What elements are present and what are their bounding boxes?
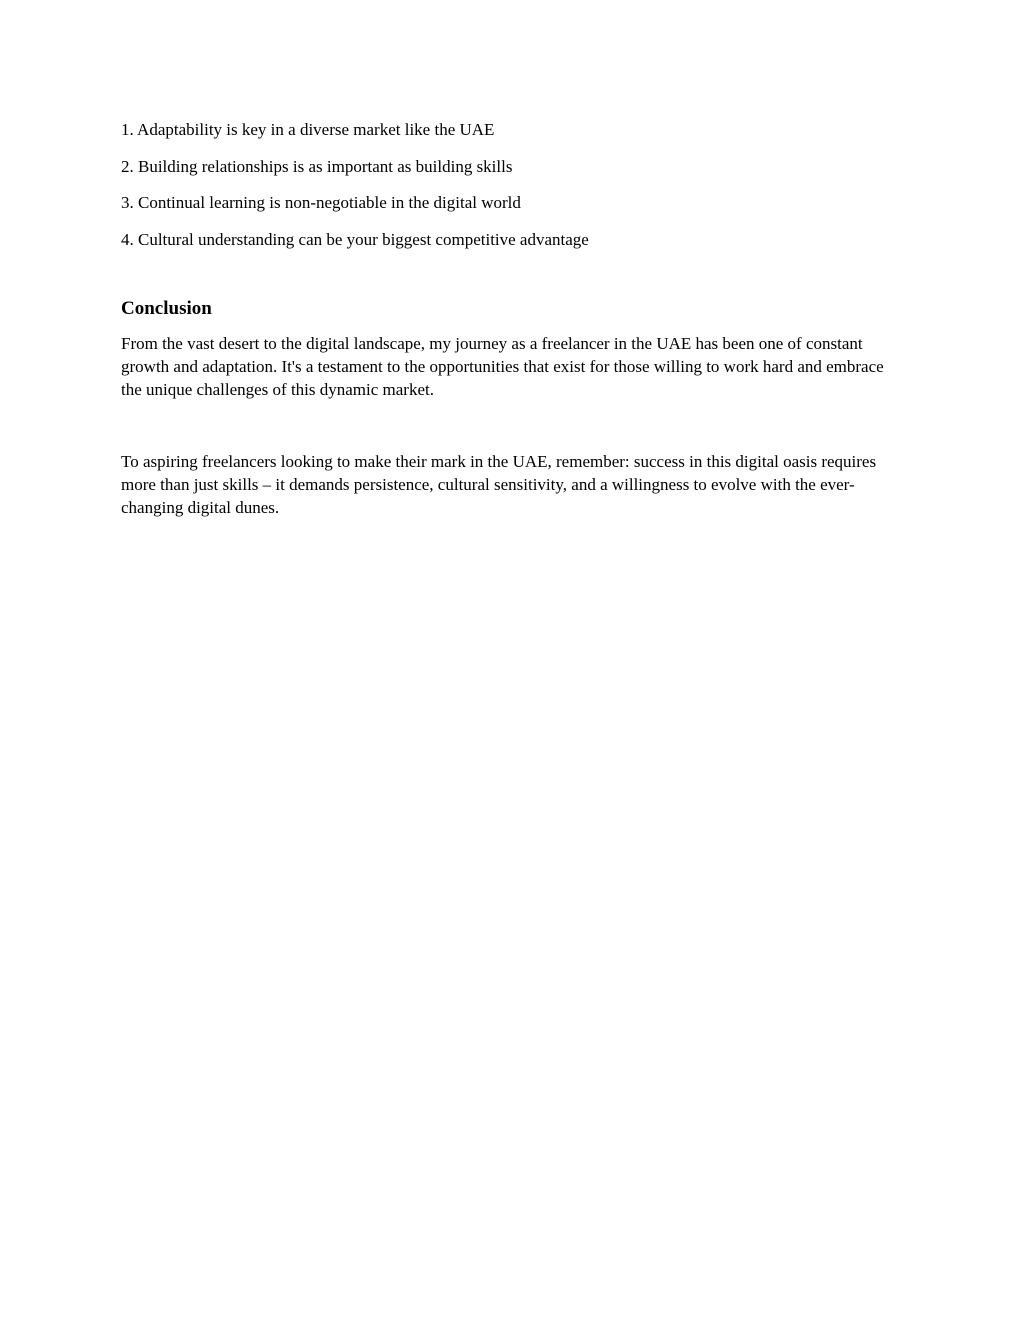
- closing-paragraph: To aspiring freelancers looking to make their mark in the UAE, remember: success in this digital oasis requires more than just skills – it demands persistence, cultural sensitivity, and a willingness to evolve with the ever-changing digital dunes.: [121, 451, 877, 517]
- list-item: 1. Adaptability is key in a diverse market like the UAE: [121, 120, 495, 139]
- list-item: 2. Building relationships is as important as building skills: [121, 156, 513, 176]
- conclusion-heading: Conclusion: [121, 297, 212, 319]
- conclusion-paragraph: From the vast desert to the digital landscape, my journey as a freelancer in the UAE has been one of constant growth and adaptation. It's a testament to the opportunities that exist for those willing to work hard and embrace the unique challenges of this dynamic market.: [121, 333, 884, 399]
- list-item: 4. Cultural understanding can be your biggest competitive advantage: [121, 229, 589, 249]
- takeaways-list: [121, 119, 901, 251]
- page-content: [121, 119, 901, 519]
- list-item: 3. Continual learning is non-negotiable in the digital world: [121, 193, 521, 212]
